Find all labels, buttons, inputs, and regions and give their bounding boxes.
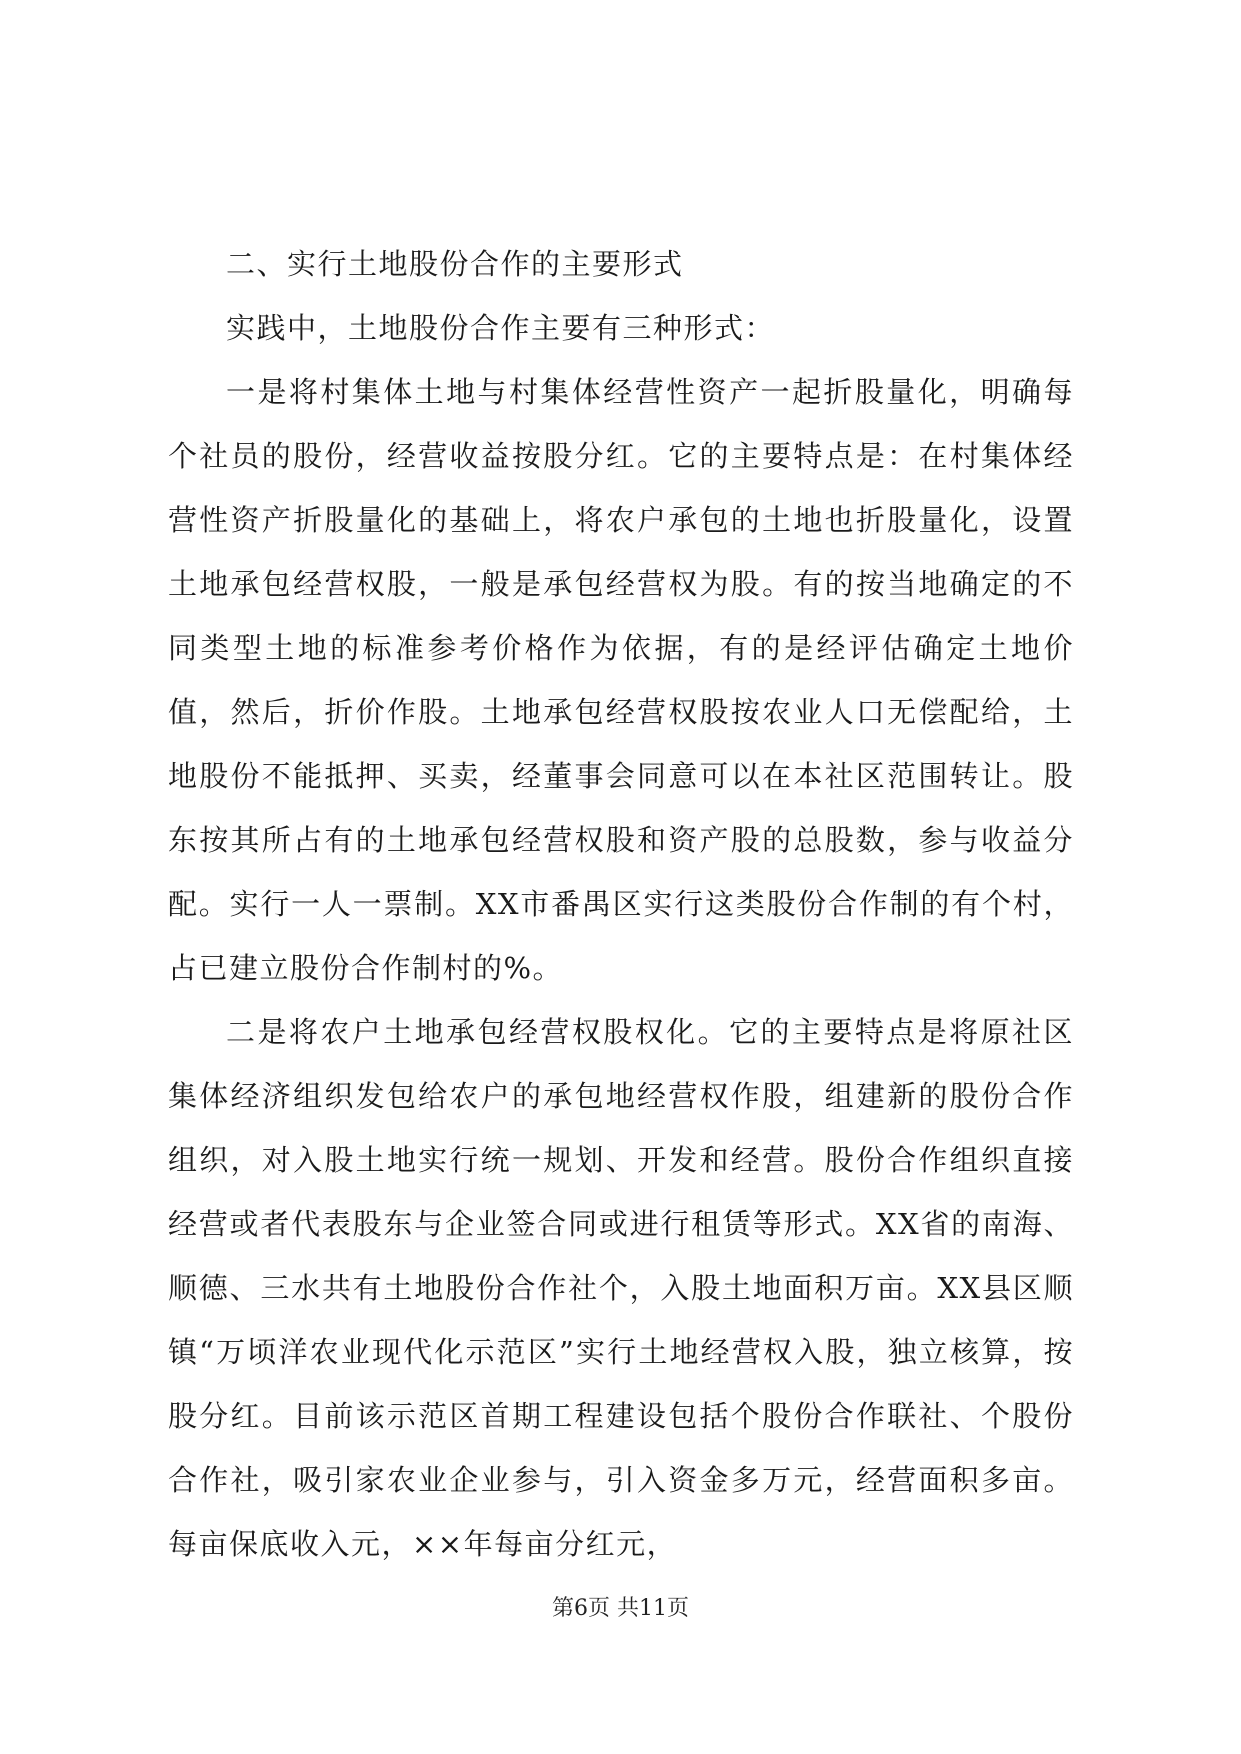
intro-paragraph: 实践中，土地股份合作主要有三种形式： bbox=[226, 311, 776, 345]
page-number-footer: 第6页 共11页 bbox=[552, 1596, 689, 1621]
section-heading: 二、实行土地股份合作的主要形式 bbox=[226, 247, 684, 281]
body-paragraph-2: 二是将农户土地承包经营权股权化。它的主要特点是将原社区集体经济组织发包给农户的承包地经营权作股，组建新的股份合作组织，对入股土地实行统一规划、开发和经营。股份合作组织直接经营或者代表股东与企业签合同或进行租赁等形式。XX省的南海、顺德、三水共有土地股份合作社个，入股土地面积万亩。XX县区顺镇“万顷洋农业现代化示范区”实行土地经营权入股，独立核算，按股分红。目前该示范区首期工程建设包括个股份合作联社、个股份合作社，吸引家农业企业参与，引入资金多万元，经营面积多亩。每亩保底收入元，××年每亩分红元， bbox=[168, 1015, 1074, 1561]
body-paragraph-1: 一是将村集体土地与村集体经营性资产一起折股量化，明确每个社员的股份，经营收益按股分红。它的主要特点是：在村集体经营性资产折股量化的基础上，将农户承包的土地也折股量化，设置土地承包经营权股，一般是承包经营权为股。有的按当地确定的不同类型土地的标准参考价格作为依据，有的是经评估确定土地价值，然后，折价作股。土地承包经营权股按农业人口无偿配给，土地股份不能抵押、买卖，经董事会同意可以在本社区范围转让。股东按其所占有的土地承包经营权股和资产股的总股数，参与收益分配。实行一人一票制。XX市番禺区实行这类股份合作制的有个村，占已建立股份合作制村的%。 bbox=[168, 375, 1074, 985]
document-body bbox=[168, 232, 1074, 1576]
